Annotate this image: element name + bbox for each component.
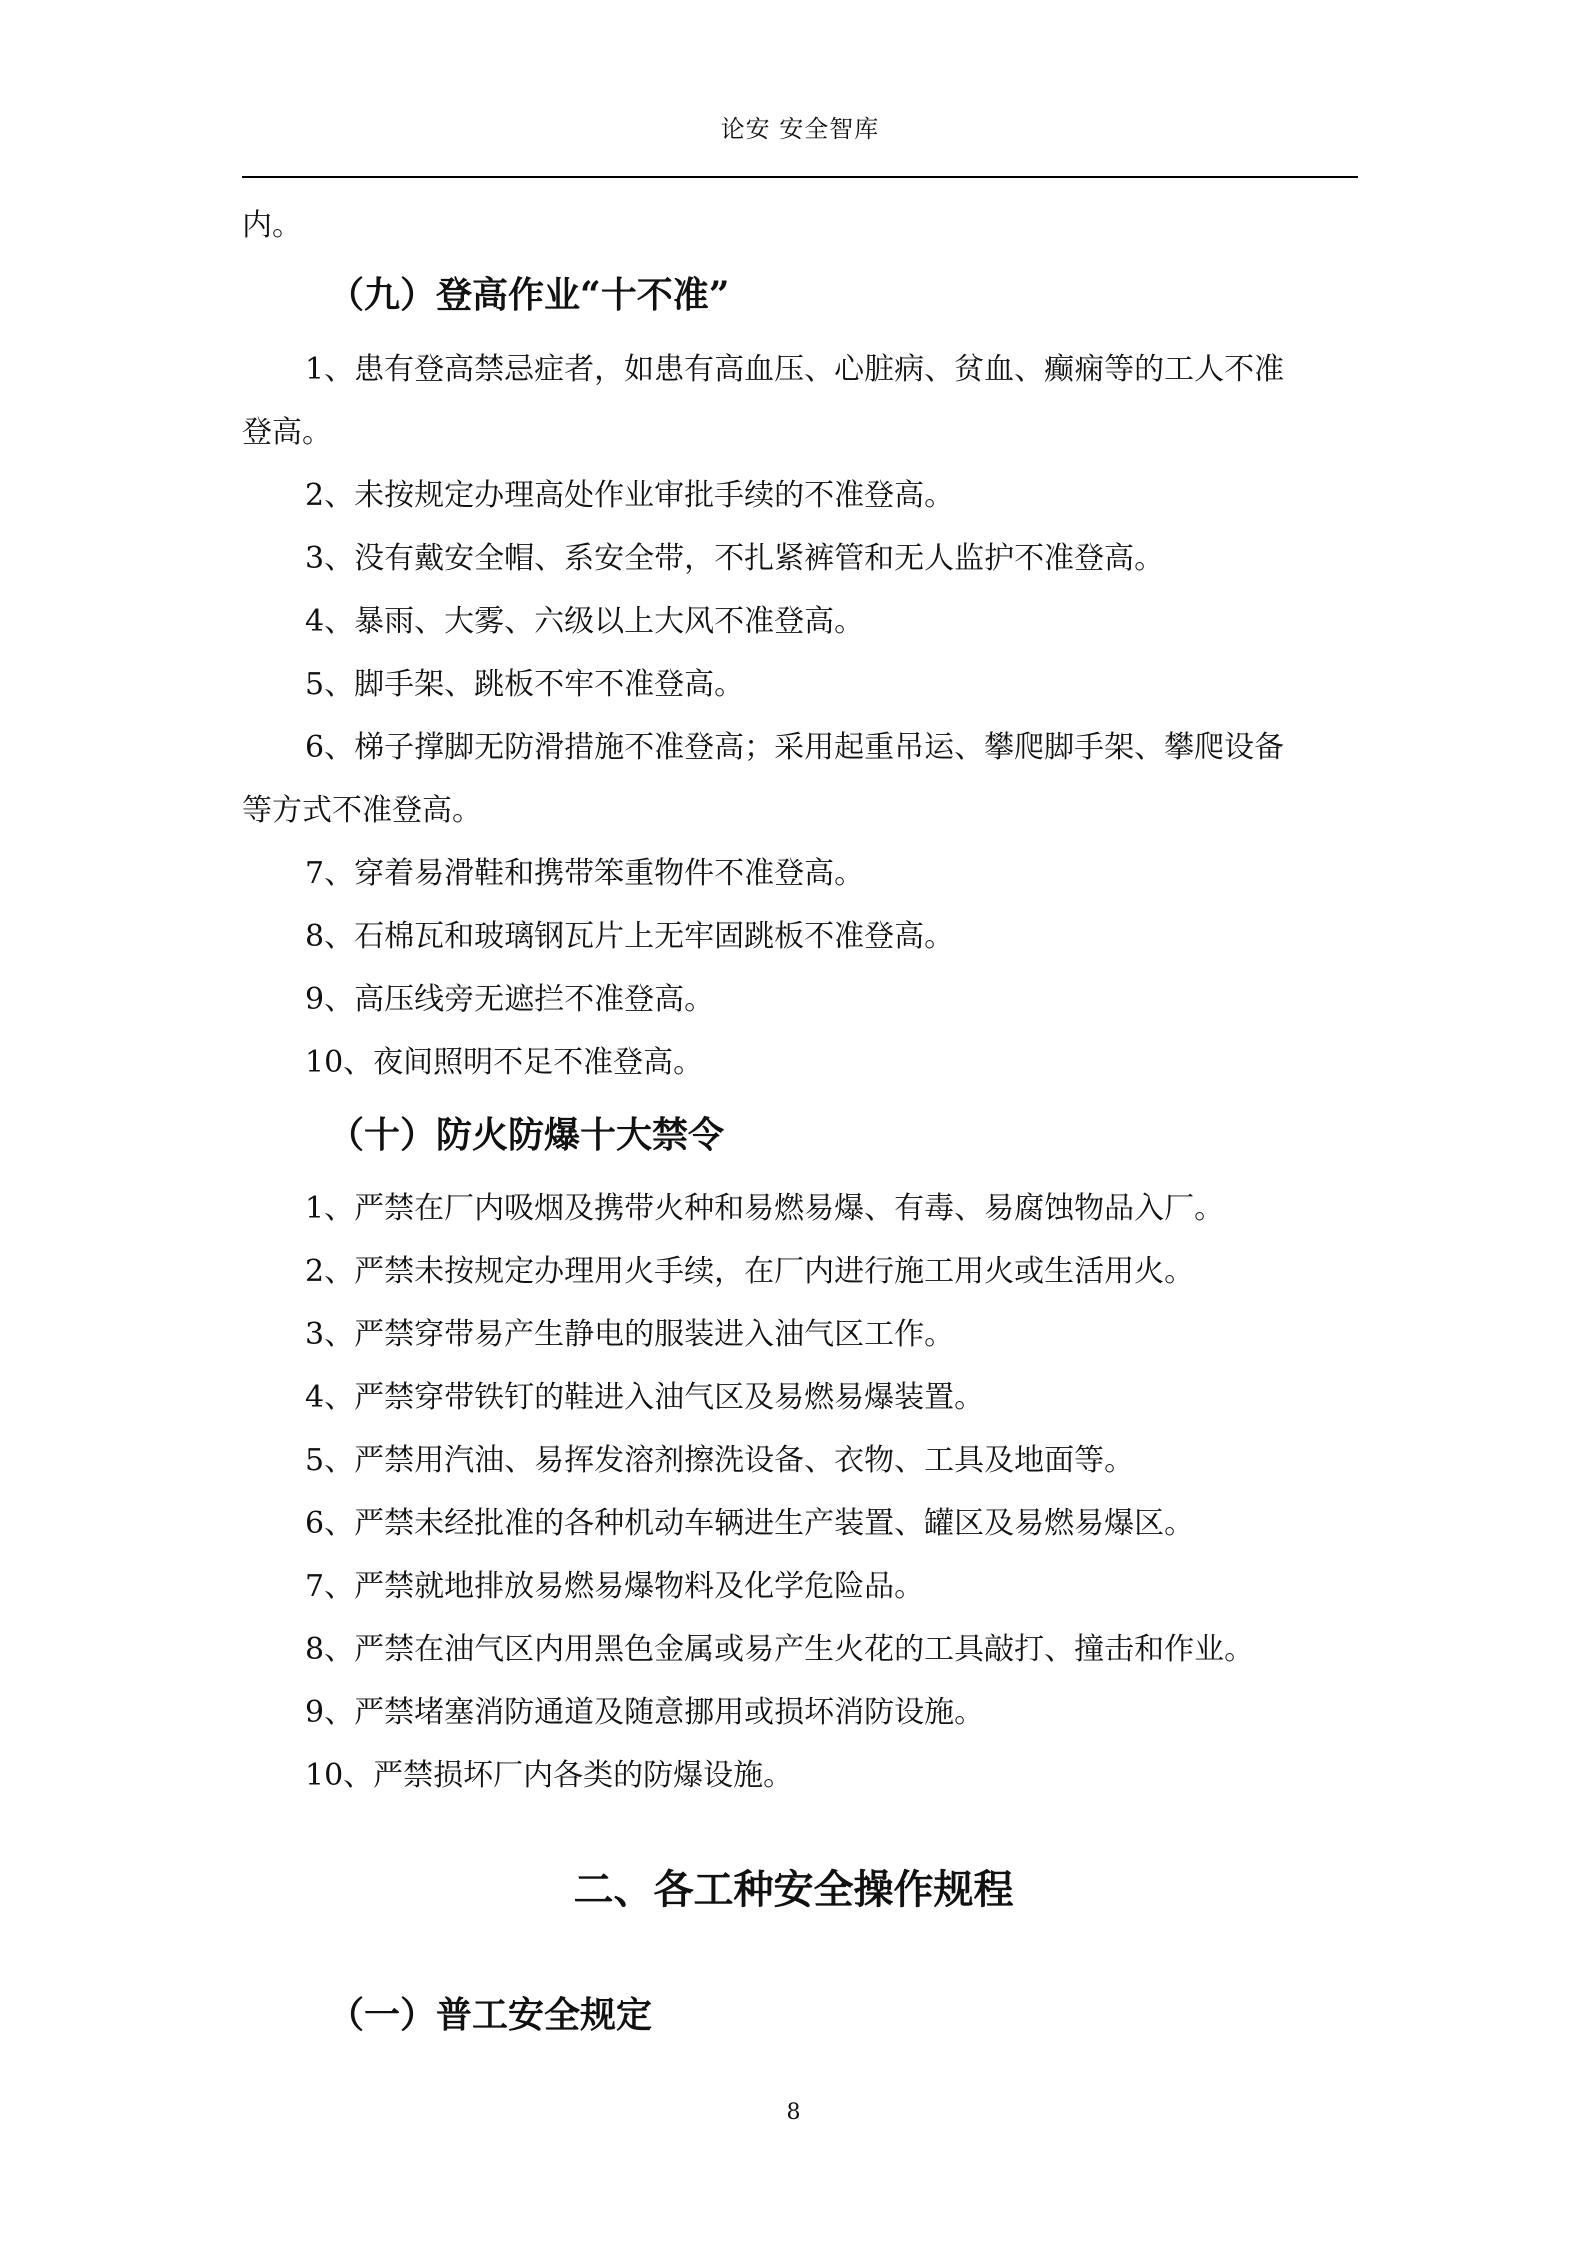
section9-item6-line2: 等方式不准登高。 bbox=[242, 793, 482, 828]
section10-heading: （十）防火防爆十大禁令 bbox=[328, 1114, 725, 1156]
section10-item6: 6、严禁未经批准的各种机动车辆进生产装置、罐区及易燃易爆区。 bbox=[305, 1506, 1195, 1541]
section9-item7: 7、穿着易滑鞋和携带笨重物件不准登高。 bbox=[305, 856, 865, 891]
section9-item5: 5、脚手架、跳板不牢不准登高。 bbox=[305, 667, 745, 702]
section9-item1-line1: 1、患有登高禁忌症者，如患有高血压、心脏病、贫血、癫痫等的工人不准 bbox=[305, 352, 1285, 387]
section10-item10: 10、严禁损坏厂内各类的防爆设施。 bbox=[305, 1758, 794, 1793]
chapter2-heading: 二、各工种安全操作规程 bbox=[573, 1866, 1014, 1913]
section10-item3: 3、严禁穿带易产生静电的服装进入油气区工作。 bbox=[305, 1317, 955, 1352]
section10-item5: 5、严禁用汽油、易挥发溶剂擦洗设备、衣物、工具及地面等。 bbox=[305, 1443, 1135, 1478]
page-number: 8 bbox=[786, 2100, 801, 2125]
section9-item4: 4、暴雨、大雾、六级以上大风不准登高。 bbox=[305, 604, 865, 639]
section9-item2: 2、未按规定办理高处作业审批手续的不准登高。 bbox=[305, 478, 955, 513]
section10-item2: 2、严禁未按规定办理用火手续，在厂内进行施工用火或生活用火。 bbox=[305, 1254, 1195, 1289]
header-title: 论安 安全智库 bbox=[720, 115, 880, 143]
section9-item3: 3、没有戴安全帽、系安全带，不扎紧裤管和无人监护不准登高。 bbox=[305, 541, 1165, 576]
section9-item8: 8、石棉瓦和玻璃钢瓦片上无牢固跳板不准登高。 bbox=[305, 919, 955, 954]
carryover-text: 内。 bbox=[242, 208, 302, 243]
section10-item7: 7、严禁就地排放易燃易爆物料及化学危险品。 bbox=[305, 1569, 925, 1604]
section9-item1-line2: 登高。 bbox=[242, 415, 332, 450]
section10-item4: 4、严禁穿带铁钉的鞋进入油气区及易燃易爆装置。 bbox=[305, 1380, 985, 1415]
section9-item6-line1: 6、梯子撑脚无防滑措施不准登高；采用起重吊运、攀爬脚手架、攀爬设备 bbox=[305, 730, 1285, 765]
page-header bbox=[242, 110, 1358, 178]
section9-item10: 10、夜间照明不足不准登高。 bbox=[305, 1045, 704, 1080]
section10-item1: 1、严禁在厂内吸烟及携带火种和易燃易爆、有毒、易腐蚀物品入厂。 bbox=[305, 1191, 1225, 1226]
chapter2-subheading: （一）普工安全规定 bbox=[328, 1994, 653, 2036]
section10-item9: 9、严禁堵塞消防通道及随意挪用或损坏消防设施。 bbox=[305, 1695, 985, 1730]
section9-heading: （九）登高作业“十不准” bbox=[328, 274, 730, 316]
section9-item9: 9、高压线旁无遮拦不准登高。 bbox=[305, 982, 715, 1017]
section10-item8: 8、严禁在油气区内用黑色金属或易产生火花的工具敲打、撞击和作业。 bbox=[305, 1632, 1255, 1667]
